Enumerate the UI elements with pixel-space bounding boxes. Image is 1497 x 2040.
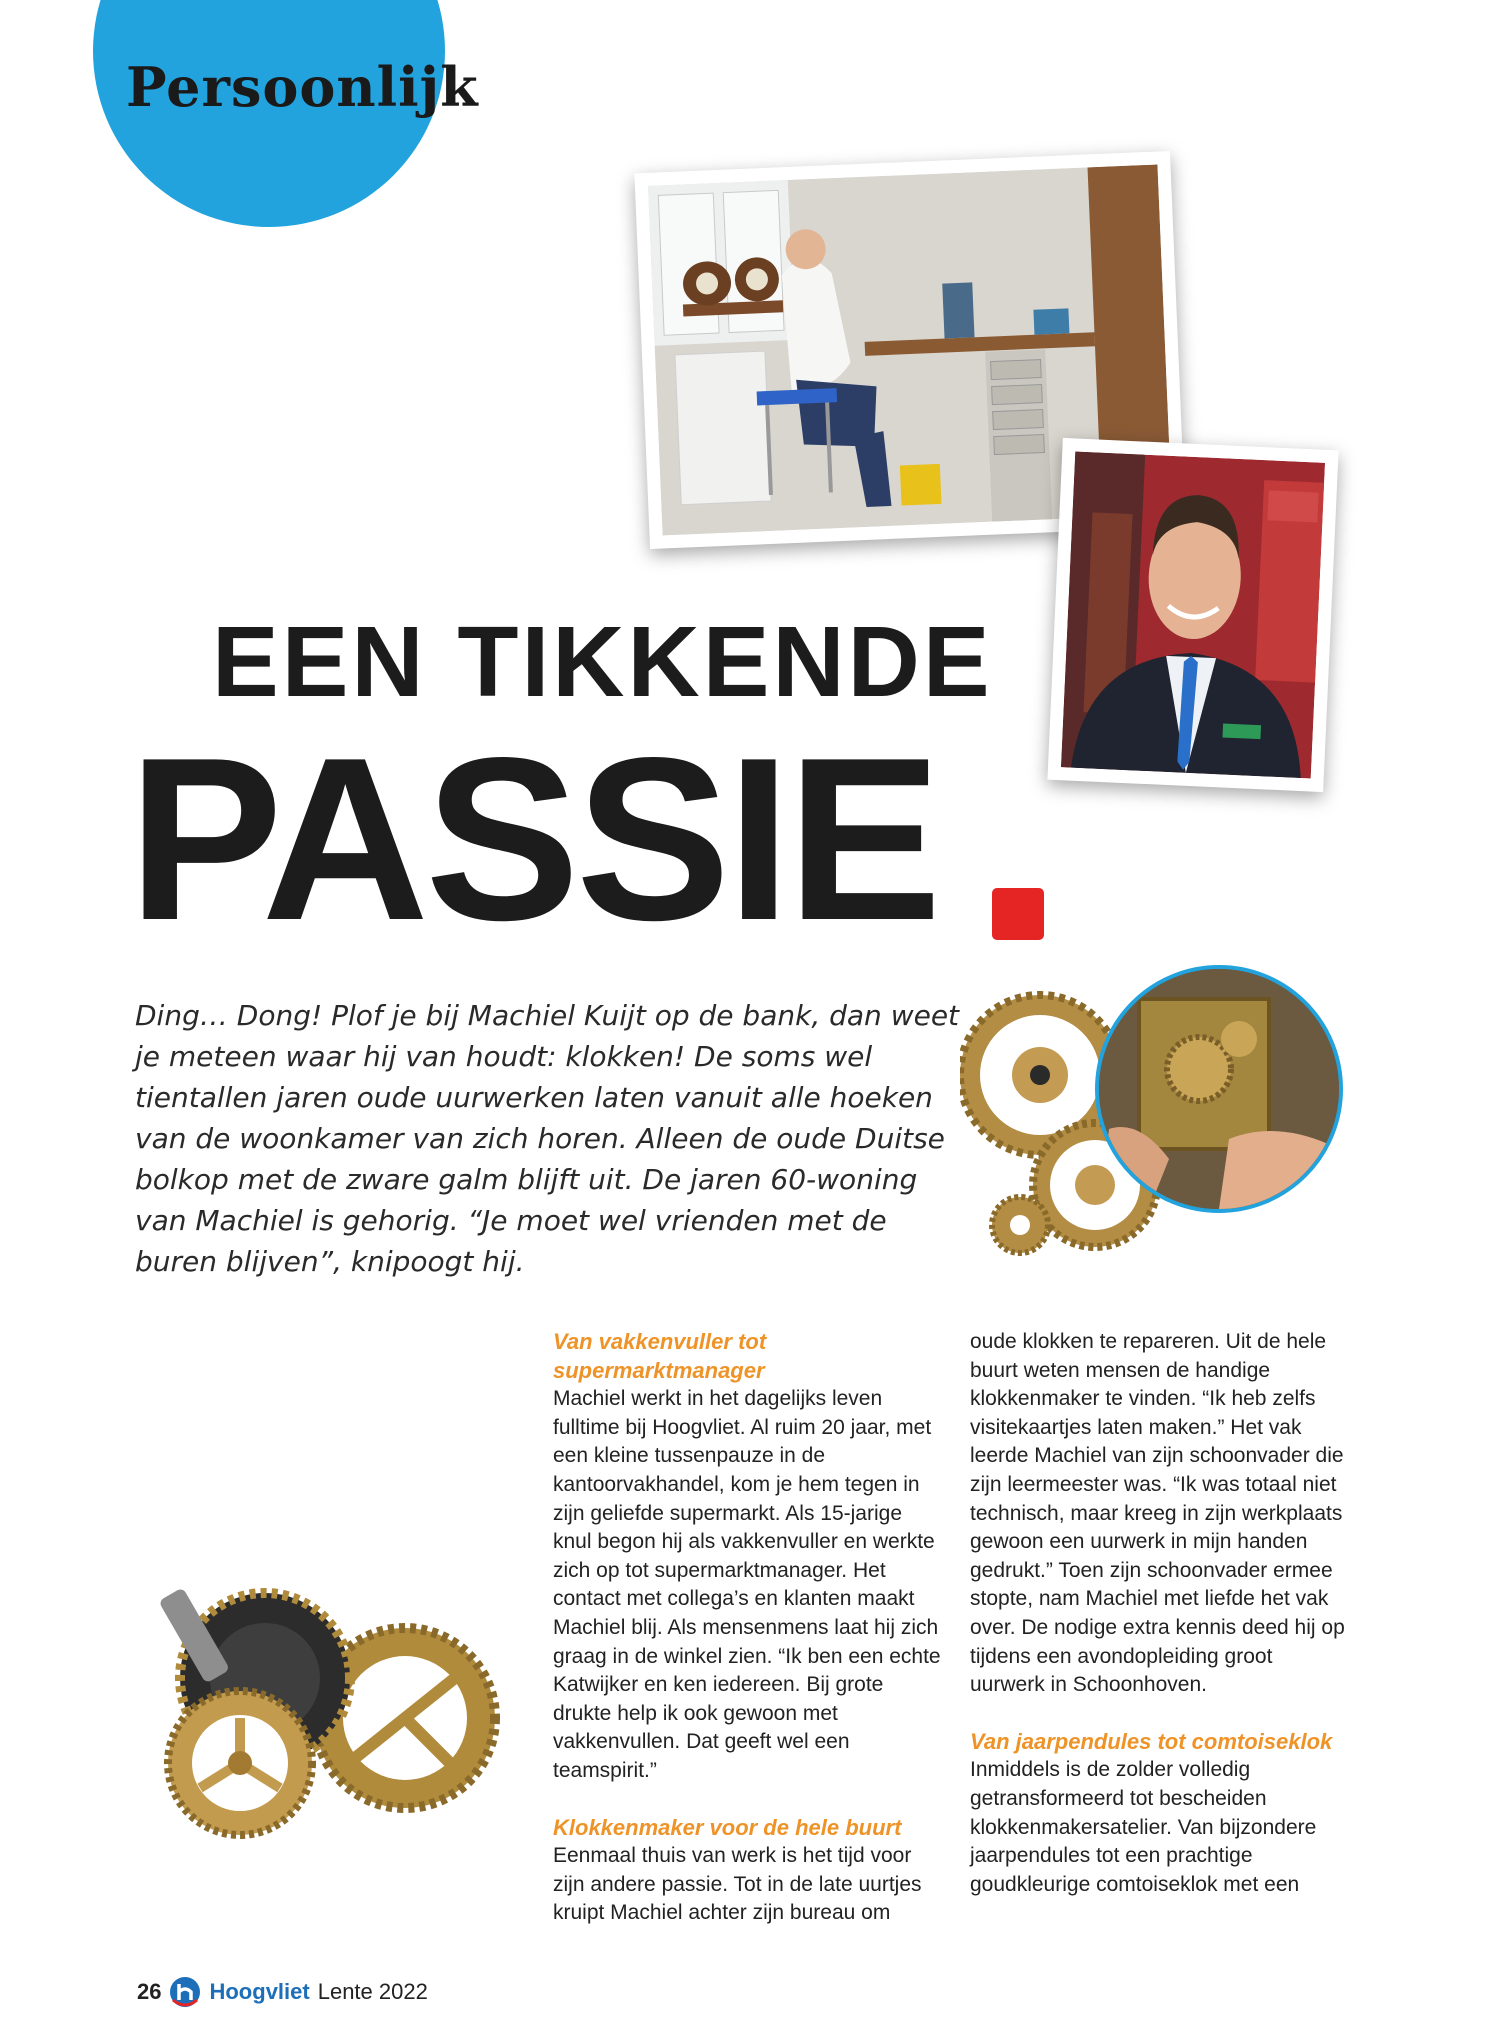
intro-paragraph: Ding… Dong! Plof je bij Machiel Kuijt op de bank, dan weet je meteen waar hij van houdt: klokken! De soms wel tientallen jaren oude uurwerken laten vanuit alle hoeken van de woonkamer van zich horen. Alleen de oude Duitse bolkop met de zware galm blijft uit. De jaren 60-woning van Machiel is gehorig. “Je moet wel vrienden met de buren blijven”, knipoogt hij. [135, 999, 960, 1278]
page-footer [137, 1976, 428, 2008]
paragraph-klokkenmaker: Eenmaal thuis van werk is het tijd voor zijn andere passie. Tot in de late uurtjes kruipt Machiel achter zijn bureau om [553, 1844, 922, 1925]
page-number: 26 [137, 1979, 162, 2004]
subheading-klokkenmaker: Klokkenmaker voor de hele buurt [553, 1814, 902, 1840]
paragraph-klokkenmaker-continued: oude klokken te repareren. Uit de hele buurt weten mensen de handige klokkenmaker te vinden. “Ik heb zelfs visitekaartjes laten maken.” Het vak leerde Machiel van zijn schoonvader die zijn leermeester was. “Ik was totaal niet technisch, maar kreeg in zijn werkplaats gewoon een uurwerk in mijn handen gedrukt.” Toen zijn schoonvader ermee stopte, nam Machiel met liefde het vak over. De nodige extra kennis deed hij op tijdens een avondopleiding groot uurwerk in Schoonhoven. [970, 1330, 1345, 1697]
article-column-2 [970, 1328, 1350, 1899]
issue-label: Lente 2022 [317, 1979, 428, 2004]
article-column-1 [553, 1328, 943, 1928]
title-line-2: PASSIE [128, 710, 938, 969]
portrait-photo [1047, 438, 1338, 792]
paragraph-vakkenvuller: Machiel werkt in het dagelijks leven fulltime bij Hoogvliet. Al ruim 20 jaar, met een kleine tussenpauze in de kantoorvakhandel, kom je hem tegen in zijn geliefde supermarkt. Als 15-jarige knul begon hij als vakkenvuller en werkte zich op tot supermarktmanager. Het contact met collega’s en klanten maakt Machiel blij. Als mensenmens laat hij zich graag in de winkel zien. “Ik ben een echte Katwijker en ken iedereen. Bij grote drukte help ik ook gewoon met vakkenvullen. Dat geeft wel een teamspirit.” [553, 1387, 941, 1782]
title-red-dot [992, 888, 1044, 940]
subheading-vakkenvuller: Van vakkenvuller tot supermarktmanager [553, 1329, 767, 1383]
clockwork-hands-photo [1095, 965, 1343, 1213]
section-label: Persoonlijk [126, 55, 479, 119]
hoogvliet-logo-icon [169, 1976, 201, 2008]
title-line-1: EEN TIKKENDE [212, 606, 993, 718]
brand-name: Hoogvliet [209, 1979, 310, 2004]
paragraph-jaarpendules: Inmiddels is de zolder volledig getransformeerd tot bescheiden klokkenmakersatelier. Van bijzondere jaarpendules tot een prachtige goudkleurige comtoiseklok met een [970, 1758, 1317, 1896]
gears-image-bottom [125, 1578, 505, 1853]
subheading-jaarpendules: Van jaarpendules tot comtoiseklok [970, 1728, 1333, 1754]
